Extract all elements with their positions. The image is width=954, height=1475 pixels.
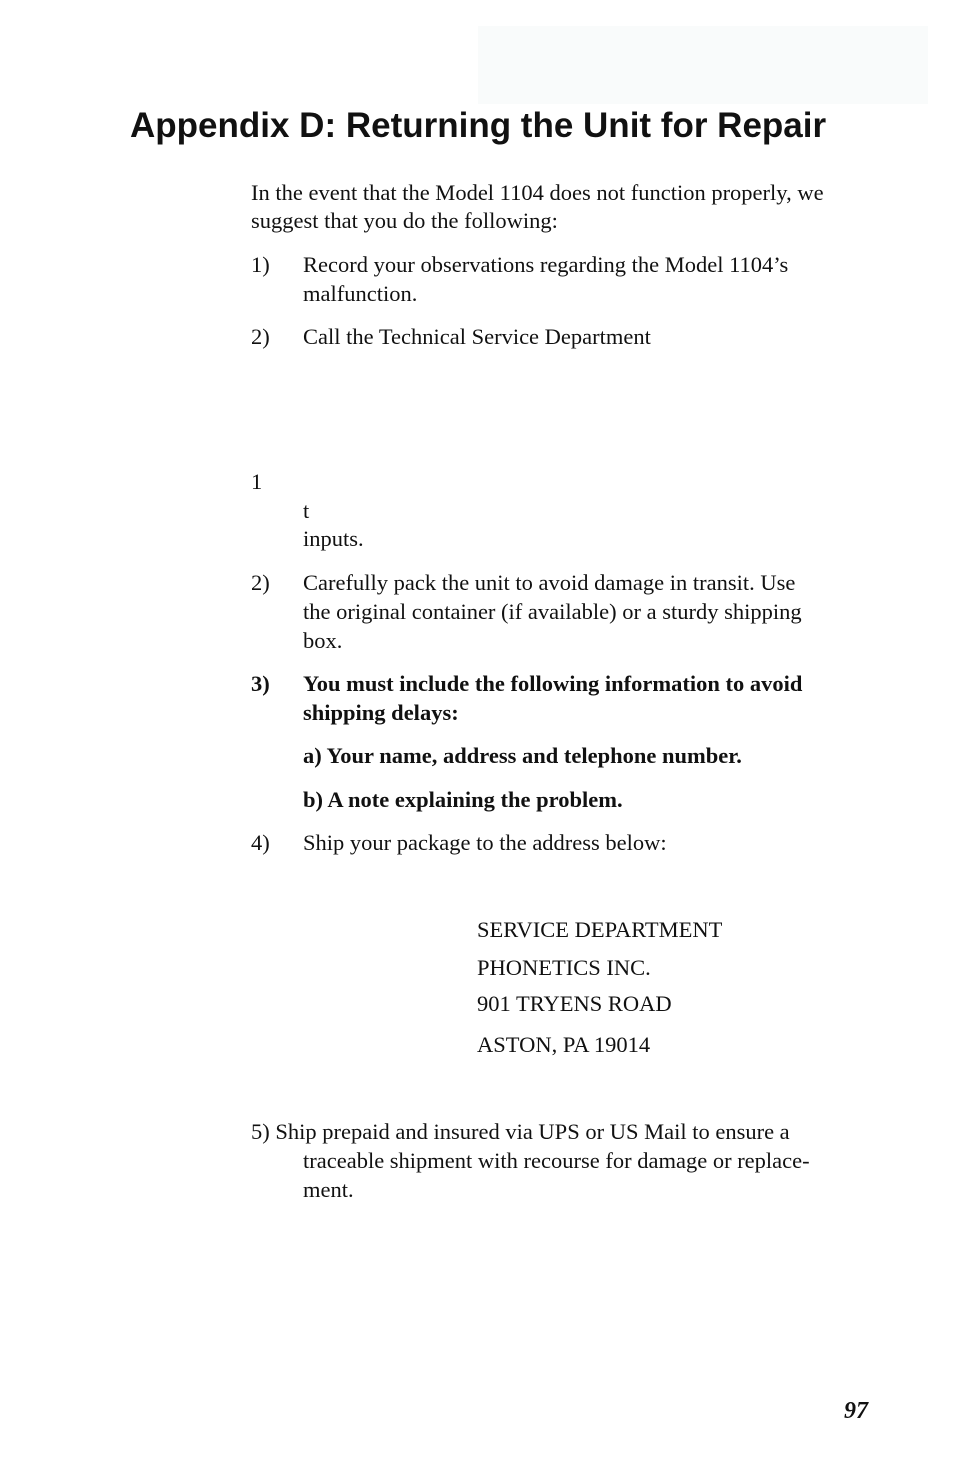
step-2-number: 2) [251, 570, 270, 595]
address-line-4: ASTON, PA 19014 [477, 1032, 651, 1057]
intro-line-1: In the event that the Model 1104 does not function properly, we [251, 180, 824, 205]
page-title: Appendix D: Returning the Unit for Repair [130, 106, 827, 145]
corner-shade [478, 26, 928, 104]
step-4-text: Ship your package to the address below: [303, 830, 667, 855]
step-3-line-2: shipping delays: [303, 700, 459, 725]
item-1-line-1: Record your observations regarding the Model 1104’s [303, 252, 789, 277]
item-2-number: 2) [251, 324, 270, 349]
intro-line-2: suggest that you do the following: [251, 208, 558, 233]
item-1-number: 1) [251, 252, 270, 277]
fragment-number: 1 [251, 469, 263, 494]
step-2-line-3: box. [303, 628, 343, 653]
fragment-line-2: inputs. [303, 526, 364, 551]
address-line-3: 901 TRYENS ROAD [477, 991, 672, 1016]
step-5-line-3: ment. [303, 1177, 354, 1202]
step-2-line-2: the original container (if available) or a sturdy shipping [303, 599, 802, 624]
address-line-1: SERVICE DEPARTMENT [477, 917, 723, 942]
step-3-number: 3) [251, 671, 270, 696]
subitem-b: b) A note explaining the problem. [303, 787, 623, 812]
subitem-a: a) Your name, address and telephone number. [303, 743, 742, 768]
item-1-line-2: malfunction. [303, 281, 418, 306]
step-2-line-1: Carefully pack the unit to avoid damage in transit. Use [303, 570, 796, 595]
page-number: 97 [844, 1398, 868, 1424]
step-5-line-1: 5) Ship prepaid and insured via UPS or US Mail to ensure a [251, 1119, 790, 1144]
step-5-line-2: traceable shipment with recourse for damage or replace- [303, 1148, 810, 1173]
item-2-line-1: Call the Technical Service Department [303, 324, 651, 349]
address-line-2: PHONETICS INC. [477, 955, 651, 980]
step-3-line-1: You must include the following information to avoid [303, 671, 803, 696]
step-4-number: 4) [251, 830, 270, 855]
fragment-line-1: t [303, 498, 310, 523]
